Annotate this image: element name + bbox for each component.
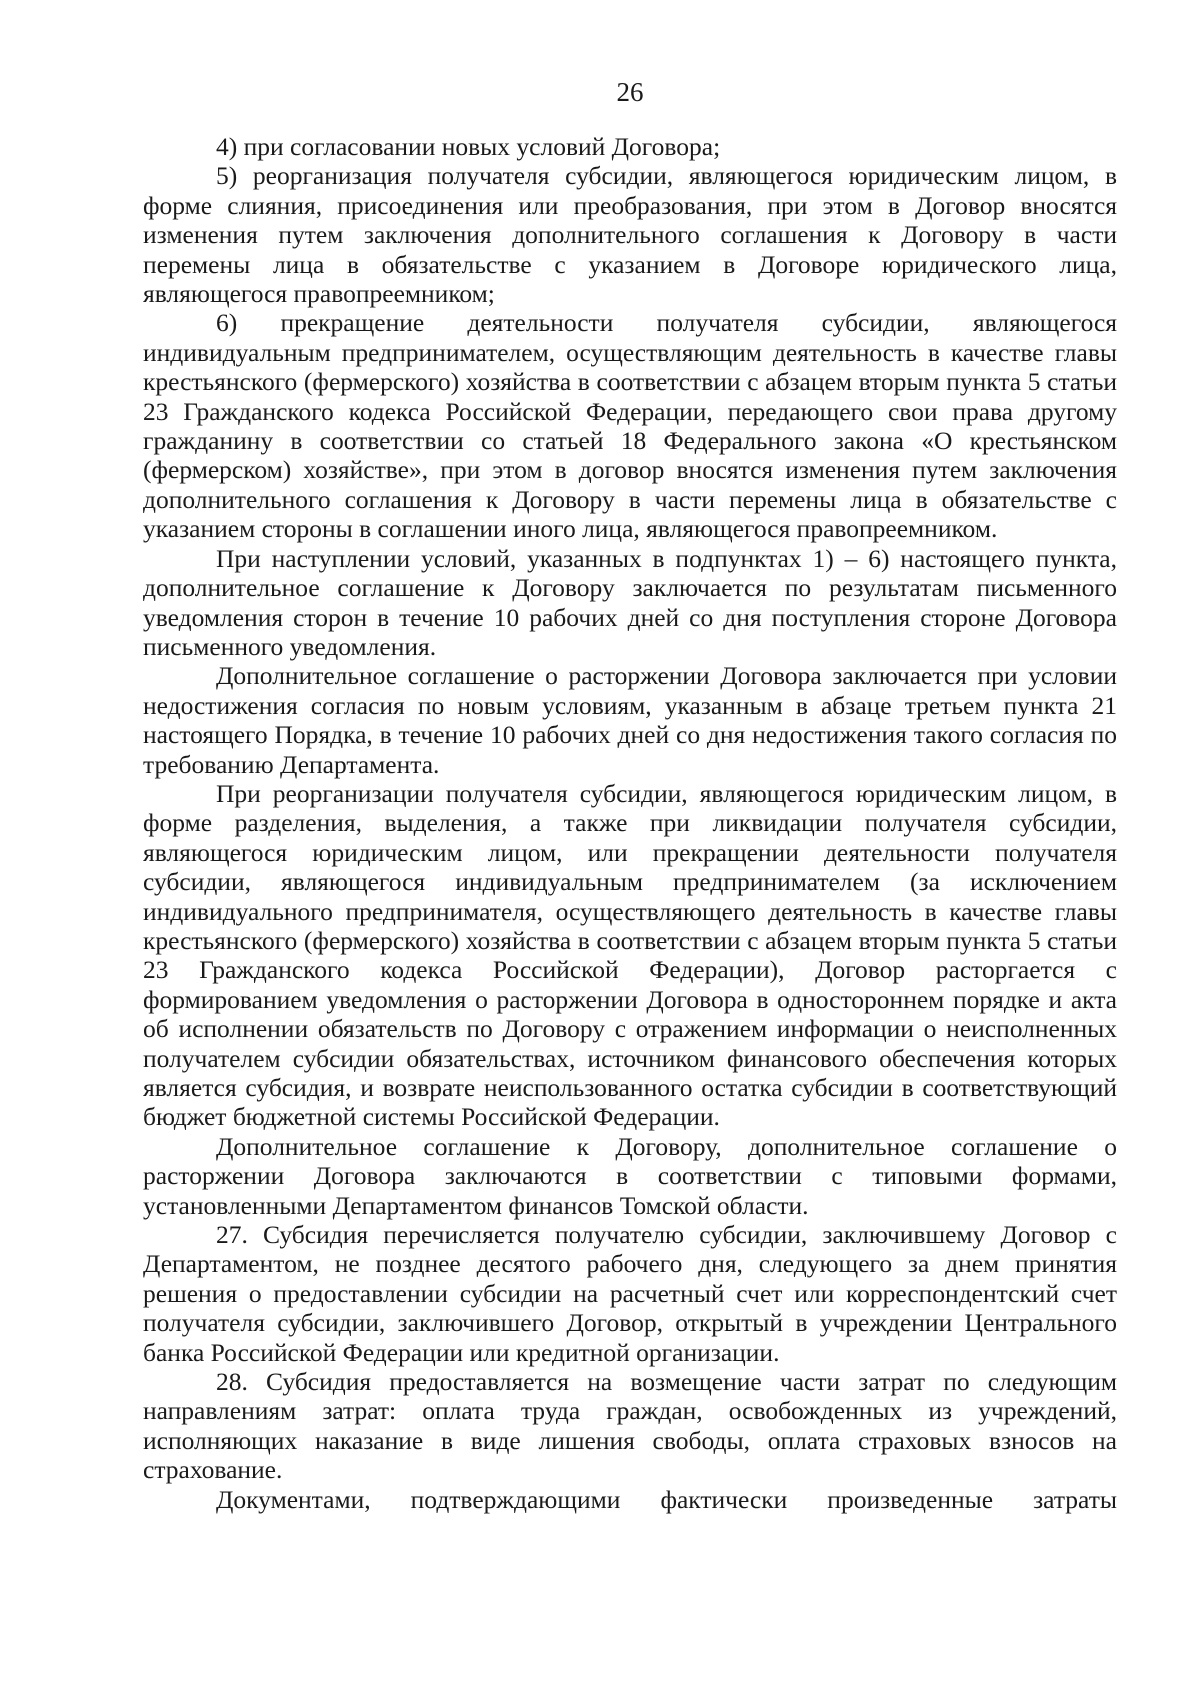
paragraph-supplementary-agreement-conditions: При наступлении условий, указанных в подпунктах 1) – 6) настоящего пункта, дополнительное соглашение к Договору заключается по результатам письменного уведомления сторон в течение 10 рабочих дней со дня поступления стороне Договора письменного уведомления.	[143, 543, 1117, 661]
paragraph-clause-28: 28. Субсидия предоставляется на возмещение части затрат по следующим направлениям затрат: оплата труда граждан, освобожденных из учреждений, исполняющих наказание в виде лишения свободы, оплата страховых взносов на страхование.	[143, 1367, 1117, 1485]
paragraph-clause-27: 27. Субсидия перечисляется получателю субсидии, заключившему Договор с Департаментом, не позднее десятого рабочего дня, следующего за днем принятия решения о предоставлении субсидии на расчетный счет или корреспондентский счет получателя субсидии, заключившего Договор, открытый в учреждении Центрального банка Российской Федерации или кредитной организации.	[143, 1220, 1117, 1367]
paragraph-item-5: 5) реорганизация получателя субсидии, являющегося юридическим лицом, в форме слияния, присоединения или преобразования, при этом в Договор вносятся изменения путем заключения дополнительного соглашения к Договору в части перемены лица в обязательстве с указанием в Договоре юридического лица, являющегося правопреемником;	[143, 161, 1117, 309]
paragraph-reorganization-termination: При реорганизации получателя субсидии, являющегося юридическим лицом, в форме разделения, выделения, а также при ликвидации получателя субсидии, являющегося юридическим лицом, или прекращении деятельности получателя субсидии, являющегося индивидуальным предпринимателем (за исключением индивидуального предпринимателя, осуществляющего деятельность в качестве главы крестьянского (фермерского) хозяйства в соответствии с абзацем вторым пункта 5 статьи 23 Гражданского кодекса Российской Федерации), Договор расторгается с формированием уведомления о расторжении Договора в одностороннем порядке и акта об исполнении обязательств по Договору с отражением информации о неисполненных получателем субсидии обязательствах, источником финансового обеспечения которых является субсидия, и возврате неиспользованного остатка субсидии в соответствующий бюджет бюджетной системы Российской Федерации.	[143, 778, 1117, 1132]
paragraph-standard-forms: Дополнительное соглашение к Договору, дополнительное соглашение о расторжении Договора заключаются в соответствии с типовыми формами, установленными Департаментом финансов Томской области.	[143, 1131, 1117, 1220]
paragraph-item-4: 4) при согласовании новых условий Договора;	[216, 132, 721, 161]
paragraph-termination-agreement: Дополнительное соглашение о расторжении Договора заключается при условии недостижения согласия по новым условиям, указанным в абзаце третьем пункта 21 настоящего Порядка, в течение 10 рабочих дней со дня недостижения такого согласия по требованию Департамента.	[143, 661, 1117, 779]
document-body	[143, 132, 1117, 1514]
paragraph-item-6: 6) прекращение деятельности получателя субсидии, являющегося индивидуальным предпринимателем, осуществляющим деятельность в качестве главы крестьянского (фермерского) хозяйства в соответствии с абзацем вторым пункта 5 статьи 23 Гражданского кодекса Российской Федерации, передающего свои права другому гражданину в соответствии со статьей 18 Федерального закона «О крестьянском (фермерском) хозяйстве», при этом в договор вносятся изменения путем заключения дополнительного соглашения к Договору в части перемены лица в обязательстве с указанием стороны в соглашении иного лица, являющегося правопреемником.	[143, 308, 1117, 544]
paragraph-supporting-documents: Документами, подтверждающими фактически произведенные затраты	[216, 1484, 1117, 1514]
page-number: 26	[616, 77, 644, 107]
